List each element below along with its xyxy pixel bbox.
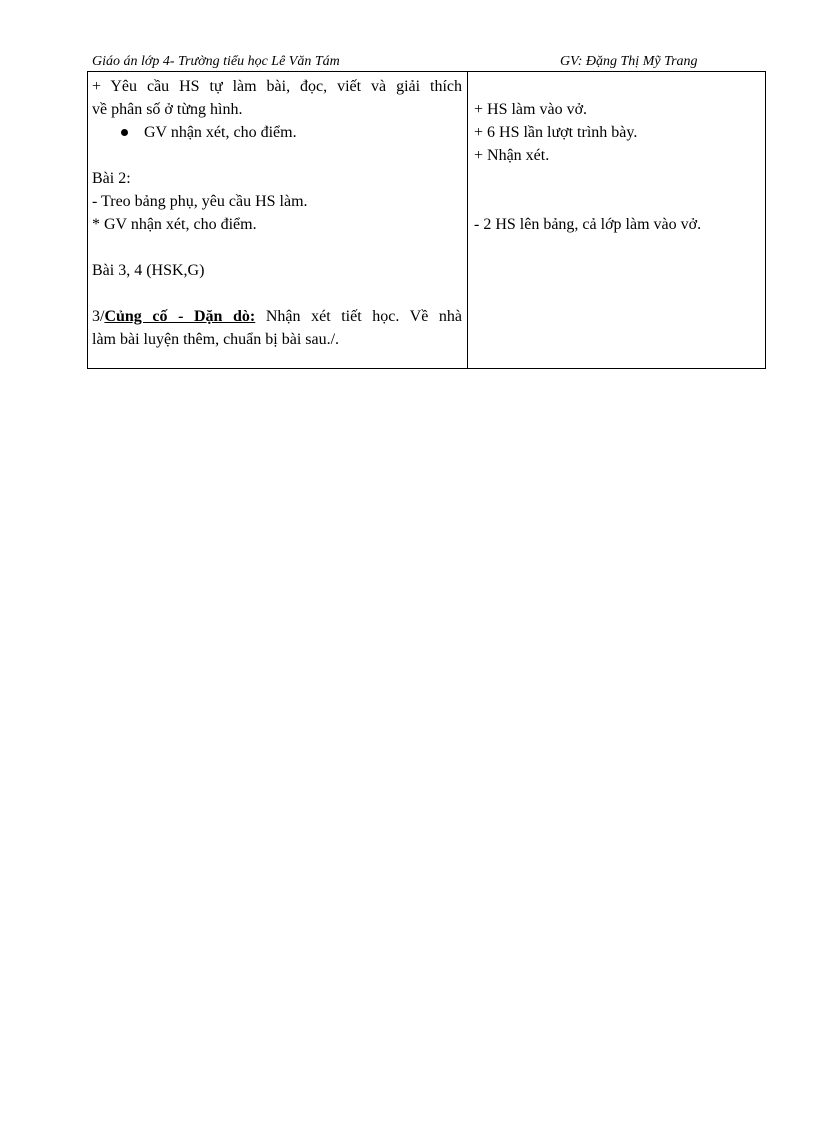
bai2-title: Bài 2: <box>92 170 131 187</box>
header-school: Giáo án lớp 4- Trường tiểu học Lê Văn Tám <box>92 54 340 69</box>
bai2-line-2: * GV nhận xét, cho điểm. <box>92 216 257 233</box>
left-line-2: về phân số ở từng hình. <box>92 101 243 118</box>
bai2-line-1: - Treo bảng phụ, yêu cầu HS làm. <box>92 193 308 210</box>
section3-title: Củng cố - Dặn dò: <box>104 308 256 325</box>
left-line-1: + Yêu cầu HS tự làm bài, đọc, viết và giải thích <box>92 78 462 95</box>
right-line-4: - 2 HS lên bảng, cả lớp làm vào vở. <box>474 216 702 233</box>
right-line-3: + Nhận xét. <box>474 147 550 164</box>
section3-text: Nhận xét tiết học. Về nhà <box>255 308 462 325</box>
page-header <box>92 53 722 71</box>
right-line-2: + 6 HS lần lượt trình bày. <box>474 124 638 141</box>
column-divider <box>467 72 468 368</box>
right-line-1: + HS làm vào vở. <box>474 101 588 118</box>
bai34-title: Bài 3, 4 (HSK,G) <box>92 262 205 279</box>
section3-line-2: làm bài luyện thêm, chuẩn bị bài sau./. <box>92 331 340 348</box>
header-teacher: GV: Đặng Thị Mỹ Trang <box>560 54 698 69</box>
section3-line-1 <box>92 305 462 328</box>
student-activities-cell <box>474 75 764 236</box>
bullet-icon <box>121 129 128 136</box>
lesson-table <box>87 71 766 369</box>
bullet-item <box>92 121 462 144</box>
teacher-activities-cell <box>92 75 462 351</box>
section3-prefix: 3/ <box>92 308 105 325</box>
bullet-text: GV nhận xét, cho điểm. <box>144 124 297 141</box>
